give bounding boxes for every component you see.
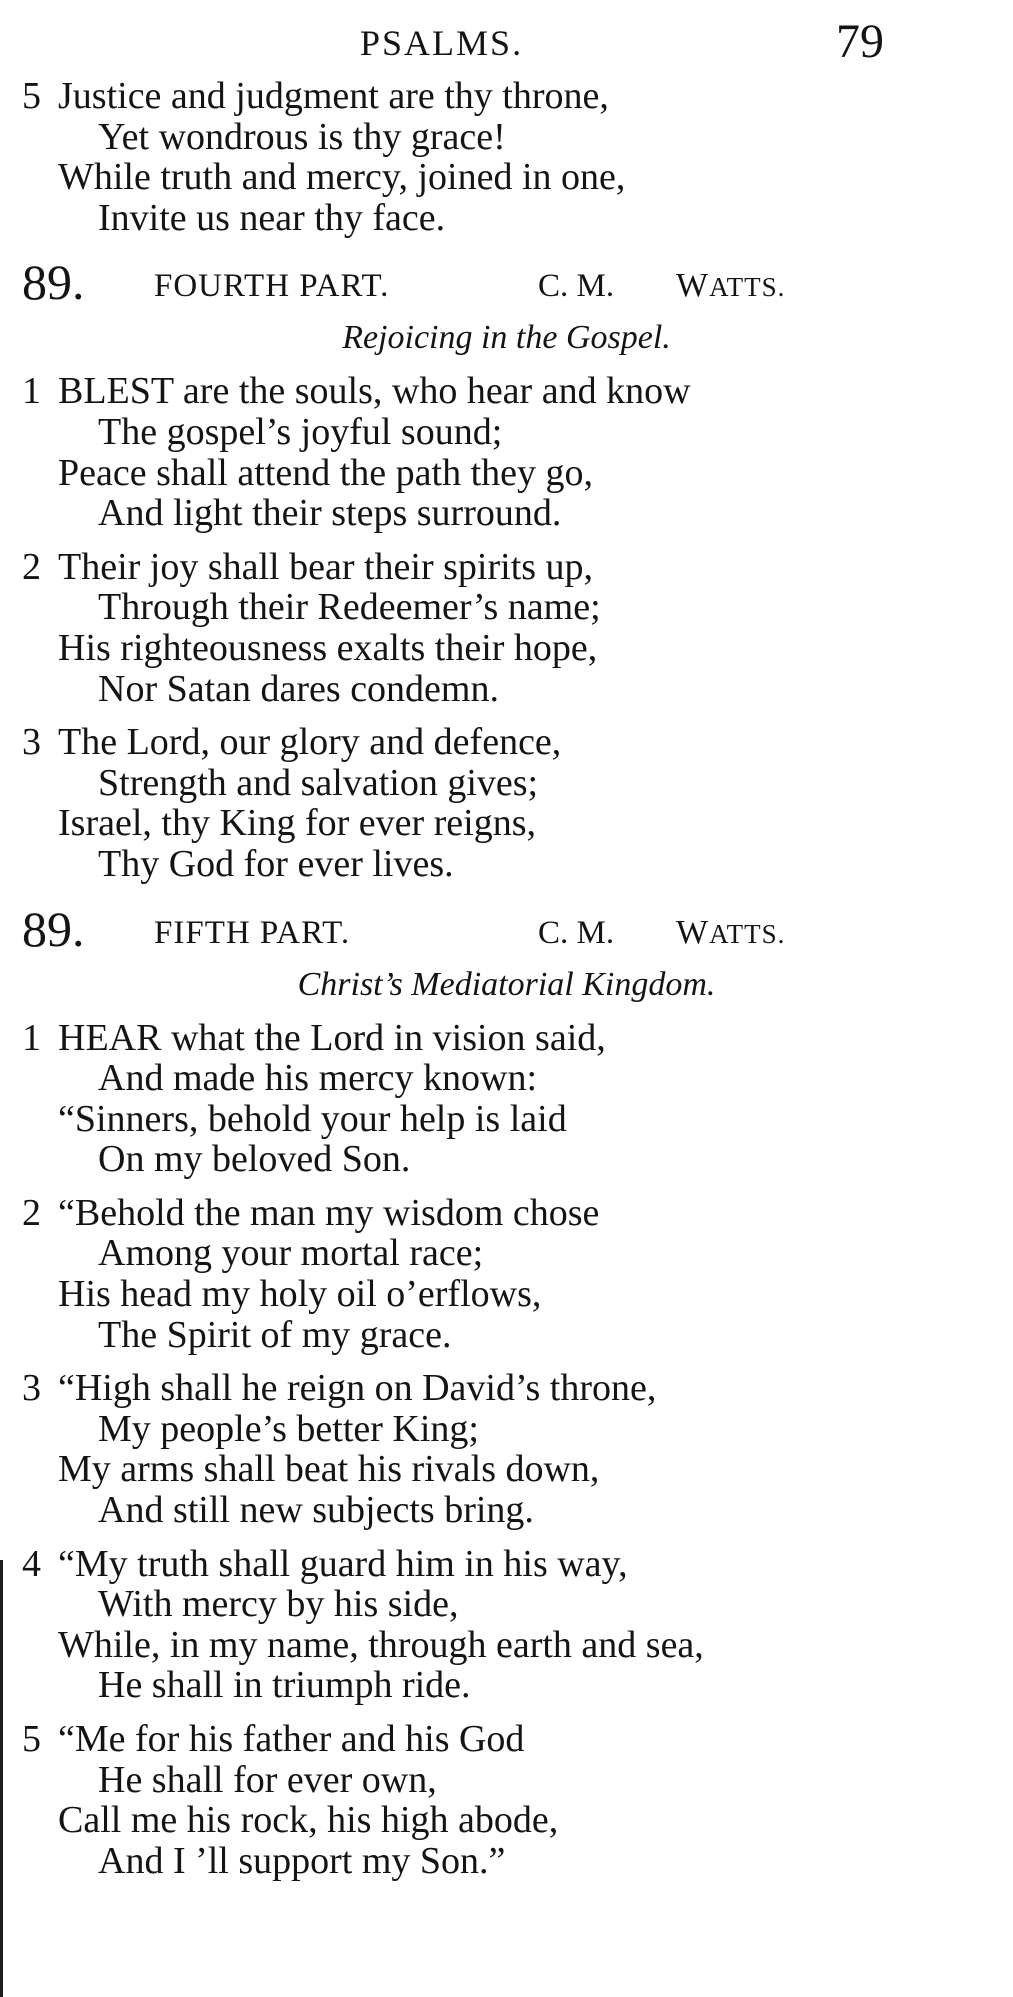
hymn-part: FOURTH PART. — [154, 268, 390, 305]
verse-line — [0, 1719, 1013, 1760]
verse-line — [0, 628, 1013, 669]
verse-line — [0, 1665, 1013, 1706]
verse-text: Call me his rock, his high abode, — [58, 1799, 559, 1842]
verse-line — [0, 1018, 1013, 1059]
verse-line — [0, 844, 1013, 885]
verse-line — [0, 763, 1013, 804]
stanza — [0, 1193, 1013, 1355]
stanza — [0, 1368, 1013, 1530]
verse-text: Nor Satan dares condemn. — [98, 667, 499, 710]
stanza — [0, 1719, 1013, 1881]
verse-text: He shall in triumph ride. — [98, 1664, 471, 1707]
verse-line — [0, 371, 1013, 412]
verse-line — [0, 587, 1013, 628]
verse-line — [0, 803, 1013, 844]
verse-line — [0, 1584, 1013, 1625]
hymn-header — [0, 898, 1013, 960]
hymn-number: 89. — [22, 900, 85, 957]
stanza-number: 2 — [22, 545, 41, 588]
hymn-number: 89. — [22, 254, 85, 311]
verse-text: And made his mercy known: — [98, 1057, 538, 1100]
stanza-number: 2 — [22, 1191, 41, 1234]
verse-line — [0, 493, 1013, 534]
hymn-subtitle: Christ’s Mediatorial Kingdom. — [297, 965, 716, 1003]
verse-text: “My truth shall guard him in his way, — [58, 1542, 628, 1585]
verse-text: HEAR what the Lord in vision said, — [58, 1016, 606, 1059]
verse-text: Invite us near thy face. — [98, 196, 446, 239]
hymn-author-rest: ATTS. — [709, 272, 786, 303]
hymn-meter: C. M. — [538, 914, 615, 951]
verse-line — [0, 1193, 1013, 1234]
hymn-author-initial: W — [676, 913, 710, 951]
verse-line — [0, 1139, 1013, 1180]
verse-line — [0, 1368, 1013, 1409]
verse-line — [0, 412, 1013, 453]
verse-line — [0, 1099, 1013, 1140]
stanza — [0, 722, 1013, 884]
verse-text: His head my holy oil o’erflows, — [58, 1273, 542, 1316]
verse-text: Among your mortal race; — [98, 1232, 484, 1275]
verse-line — [0, 1625, 1013, 1666]
verse-text: Thy God for ever lives. — [98, 842, 454, 885]
hymn-author-rest: ATTS. — [709, 918, 786, 949]
verse-line — [0, 669, 1013, 710]
hymn-meter: C. M. — [538, 268, 615, 305]
verse-line — [0, 1274, 1013, 1315]
verse-text: Justice and judgment are thy throne, — [58, 75, 609, 117]
verse-text: He shall for ever own, — [98, 1758, 437, 1801]
stanza-number: 3 — [22, 721, 41, 764]
verse-text: With mercy by his side, — [98, 1583, 459, 1626]
running-title: PSALMS. — [360, 23, 524, 63]
verse-line — [0, 198, 1013, 239]
verse-line — [0, 1490, 1013, 1531]
verse-line — [0, 1449, 1013, 1490]
stanza-number: 5 — [22, 1718, 41, 1760]
verse-text: My arms shall beat his rivals down, — [58, 1448, 600, 1491]
verse-line — [0, 453, 1013, 494]
verse-text: My people’s better King; — [98, 1407, 479, 1450]
verse-text: And I ’ll support my Son.” — [98, 1839, 506, 1882]
verse-line — [0, 1544, 1013, 1585]
verse-line — [0, 1760, 1013, 1801]
verse-text: His righteousness exalts their hope, — [58, 626, 598, 669]
verse-text: “Sinners, behold your help is laid — [58, 1097, 567, 1140]
stanza — [0, 371, 1013, 533]
stanza-number: 4 — [22, 1542, 41, 1585]
page-body — [0, 76, 1013, 1894]
verse-text: Yet wondrous is thy grace! — [98, 115, 506, 158]
verse-text: Peace shall attend the path they go, — [58, 451, 593, 494]
verse-text: “Me for his father and his God — [58, 1718, 525, 1760]
stanza — [0, 1018, 1013, 1180]
verse-text: While truth and mercy, joined in one, — [58, 156, 626, 199]
verse-line — [0, 76, 1013, 117]
hymn-author — [676, 255, 785, 318]
stanza-number: 1 — [22, 370, 41, 413]
verse-text: While, in my name, through earth and sea, — [58, 1623, 704, 1666]
verse-text: And light their steps surround. — [98, 492, 562, 535]
verse-line — [0, 1841, 1013, 1882]
verse-text: Their joy shall bear their spirits up, — [58, 545, 594, 588]
stanza — [0, 547, 1013, 709]
verse-line — [0, 547, 1013, 588]
stanza-number: 1 — [22, 1016, 41, 1059]
verse-text: The Spirit of my grace. — [98, 1313, 452, 1356]
verse-line — [0, 1058, 1013, 1099]
verse-line — [0, 1800, 1013, 1841]
stanza-number: 3 — [22, 1367, 41, 1410]
page-number: 79 — [836, 15, 884, 68]
stanza — [0, 1544, 1013, 1706]
running-head — [0, 14, 1013, 68]
verse-text: On my beloved Son. — [98, 1138, 411, 1181]
verse-line — [0, 157, 1013, 198]
verse-text: BLEST are the souls, who hear and know — [58, 370, 691, 413]
stanza — [0, 76, 1013, 238]
hymn-subtitle: Rejoicing in the Gospel. — [342, 319, 671, 357]
verse-text: The gospel’s joyful sound; — [98, 410, 503, 453]
verse-text: The Lord, our glory and defence, — [58, 721, 562, 764]
verse-line — [0, 1409, 1013, 1450]
hymn-author — [676, 902, 785, 965]
verse-text: Through their Redeemer’s name; — [98, 586, 601, 629]
hymn-author-initial: W — [676, 267, 710, 305]
verse-text: And still new subjects bring. — [98, 1489, 534, 1532]
verse-line — [0, 722, 1013, 763]
verse-text: “Behold the man my wisdom chose — [58, 1191, 600, 1234]
verse-line — [0, 1233, 1013, 1274]
hymn-part: FIFTH PART. — [154, 914, 351, 951]
verse-text: “High shall he reign on David’s throne, — [58, 1367, 657, 1410]
verse-text: Israel, thy King for ever reigns, — [58, 802, 537, 845]
hymn-header — [0, 251, 1013, 313]
verse-text: Strength and salvation gives; — [98, 761, 539, 804]
verse-line — [0, 1315, 1013, 1356]
stanza-number: 5 — [22, 75, 41, 117]
verse-line — [0, 117, 1013, 158]
